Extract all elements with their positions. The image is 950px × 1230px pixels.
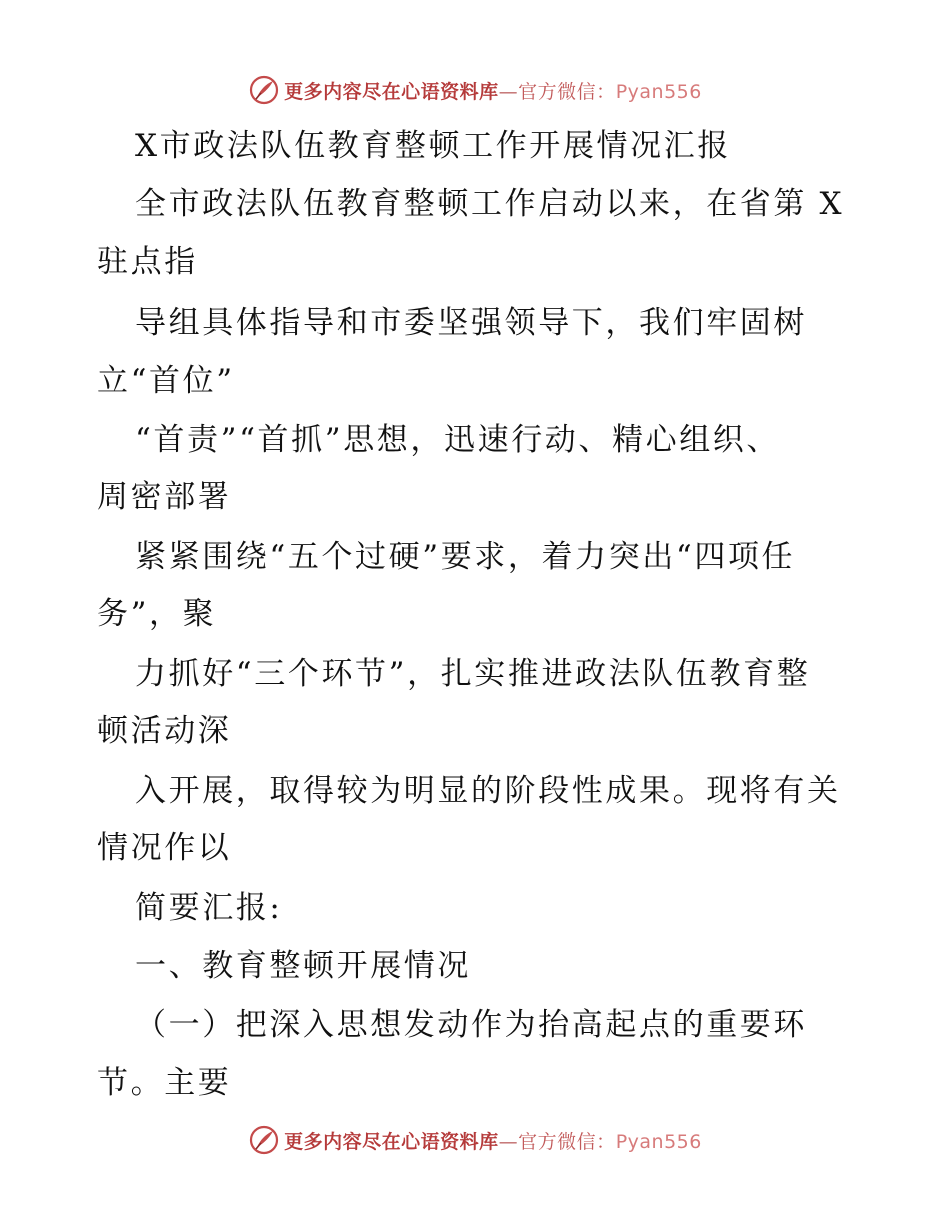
paragraph-line: 情况作以 — [97, 830, 232, 866]
paragraph-line: 紧紧围绕“五个过硬”要求，着力突出“四项任 — [135, 539, 796, 575]
paragraph-line: 立“首位” — [97, 363, 235, 399]
paragraph-line: 务”，聚 — [97, 596, 217, 632]
banner-wechat-id: Pyan556 — [615, 80, 702, 103]
paragraph-line: 全市政法队伍教育整顿工作启动以来，在省第 X — [135, 186, 845, 222]
banner-wechat-label: 官方微信： — [518, 80, 616, 103]
quill-logo-icon — [248, 1124, 280, 1156]
section-heading: 一、教育整顿开展情况 — [135, 948, 471, 984]
paragraph-line: 导组具体指导和市委坚强领导下，我们牢固树 — [135, 305, 807, 341]
footer-banner — [0, 1122, 950, 1158]
paragraph-line: 节。主要 — [97, 1065, 232, 1101]
paragraph-line: “首责”“首抓”思想，迅速行动、精心组织、 — [135, 422, 780, 458]
subsection-heading: （一）把深入思想发动作为抬高起点的重要环 — [135, 1007, 807, 1043]
banner-wechat-id: Pyan556 — [615, 1130, 702, 1153]
document-title: X市政法队伍教育整顿工作开展情况汇报 — [135, 128, 731, 164]
banner-brand: 更多内容尽在心语资料库 — [284, 80, 499, 103]
paragraph-line: 周密部署 — [97, 479, 232, 515]
header-banner — [0, 72, 950, 108]
banner-text — [284, 77, 702, 104]
banner-text — [284, 1127, 702, 1154]
paragraph-line: 驻点指 — [97, 244, 198, 280]
banner-brand: 更多内容尽在心语资料库 — [284, 1130, 499, 1153]
paragraph-line: 顿活动深 — [97, 713, 232, 749]
banner-wechat-label: 官方微信： — [518, 1130, 616, 1153]
banner-dash: — — [498, 80, 519, 103]
paragraph-line: 简要汇报: — [135, 890, 283, 926]
quill-logo-icon — [248, 74, 280, 106]
paragraph-line: 入开展，取得较为明显的阶段性成果。现将有关 — [135, 773, 841, 809]
paragraph-line: 力抓好“三个环节”，扎实推进政法队伍教育整 — [135, 656, 811, 692]
banner-dash: — — [498, 1130, 519, 1153]
